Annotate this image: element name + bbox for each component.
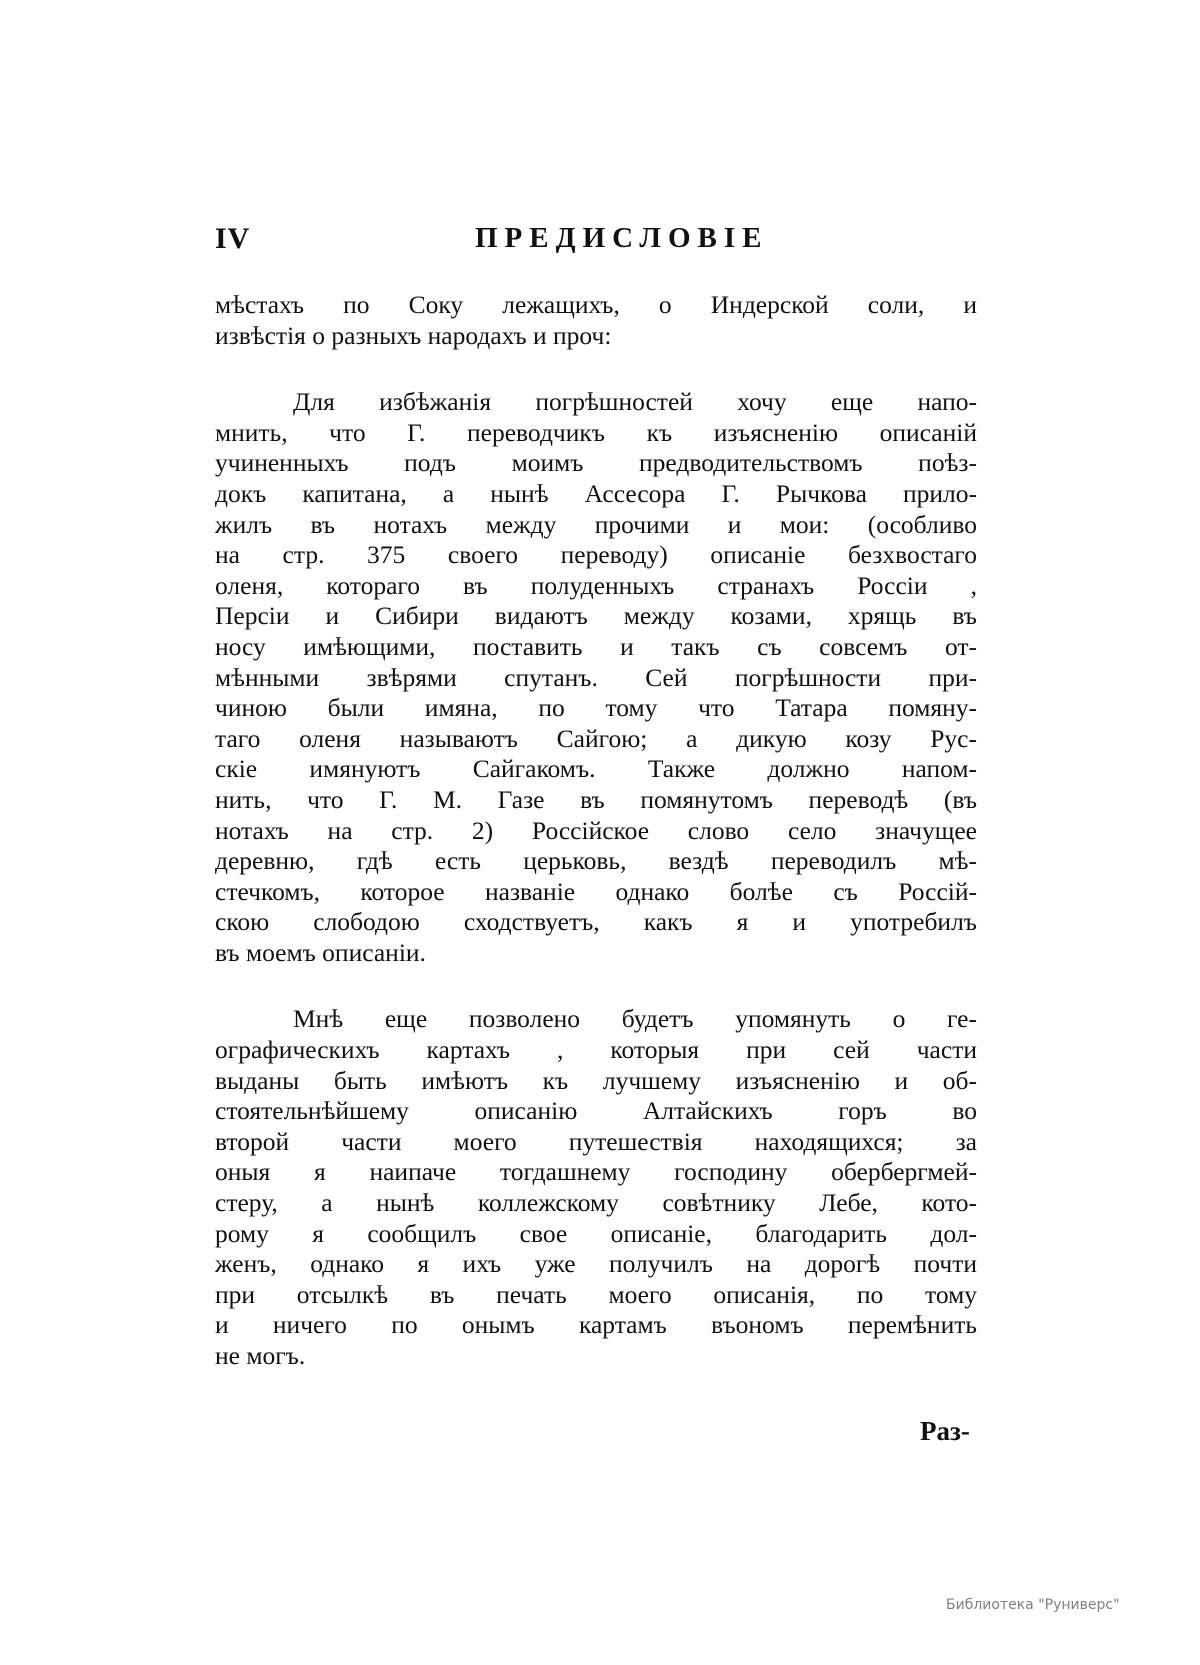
page-header <box>215 222 977 262</box>
text-line: нить, что Г. М. Газе въ помянутомъ переводѣ (въ <box>215 784 977 814</box>
text-line: учиненныхъ подъ моимъ предводительствомъ поѣз- <box>215 448 977 478</box>
paragraph <box>215 387 977 968</box>
text-line: Мнѣ еще позволено будетъ упомянуть о ге- <box>293 1004 977 1034</box>
text-line: оныя я наипаче тогдашнему господину обербергмей- <box>215 1157 977 1187</box>
text-line: на стр. 375 своего переводу) описаніе безхвостаго <box>215 540 977 570</box>
text-line: скіе имянуютъ Сайгакомъ. Также должно напом- <box>215 754 977 784</box>
text-line: докъ капитана, а нынѣ Ассесора Г. Рычкова прило- <box>215 478 977 508</box>
text-line: не могъ. <box>215 1341 306 1370</box>
text-line: въ моемъ описаніи. <box>215 937 426 967</box>
paragraph-continuation <box>215 290 977 351</box>
text-line: Персіи и Сибири видаютъ между козами, хрящь въ <box>215 601 977 631</box>
text-line: при отсылкѣ въ печать моего описанія, по тому <box>215 1279 977 1309</box>
catchword: Раз- <box>920 1416 970 1446</box>
text-line: Для избѣжанія погрѣшностей хочу еще напо- <box>293 387 977 417</box>
page-number: IV <box>215 222 251 255</box>
text-line: извѣстія о разныхъ народахъ и проч: <box>215 320 612 350</box>
text-line: жилъ въ нотахъ между прочими и мои: (особливо <box>215 509 977 539</box>
text-line: мнить, что Г. переводчикъ къ изъясненію описаній <box>215 417 977 447</box>
text-line: выданы быть имѣютъ къ лучшему изъясненію и об- <box>215 1065 977 1095</box>
text-line: носу имѣющими, поставить и такъ съ совсемъ от- <box>215 631 977 661</box>
body-text <box>215 290 977 1372</box>
text-line: и ничего по онымъ картамъ въономъ перемѣнить <box>215 1310 977 1340</box>
text-line: таго оленя называютъ Сайгою; а дикую козу Рус- <box>215 723 977 753</box>
text-line: женъ, однако я ихъ уже получилъ на дорогѣ почти <box>215 1249 977 1279</box>
text-line: стеру, а нынѣ коллежскому совѣтнику Лебе, кото- <box>215 1188 977 1218</box>
text-line: чиною были имяна, по тому что Татара помяну- <box>215 693 977 723</box>
text-line: стечкомъ, которое названіе однако болѣе съ Россій- <box>215 876 977 906</box>
text-line: второй части моего путешествія находящихся; за <box>215 1126 977 1156</box>
text-line: стоятельнѣйшему описанію Алтайскихъ горъ во <box>215 1096 977 1126</box>
text-line: ографическихъ картахъ , которыя при сей части <box>215 1035 977 1065</box>
library-watermark: Библиотека "Руниверс" <box>946 1597 1120 1613</box>
text-line: оленя, котораго въ полуденныхъ странахъ Россіи , <box>215 570 977 600</box>
text-line: мѣстахъ по Соку лежащихъ, о Индерской соли, и <box>215 290 977 319</box>
text-line: нотахъ на стр. 2) Россійское слово село значущее <box>215 815 977 845</box>
text-line: деревню, гдѣ есть церьковь, вездѣ переводилъ мѣ- <box>215 846 977 876</box>
paragraph <box>215 1004 977 1371</box>
text-line: скою слободою сходствуетъ, какъ я и употребилъ <box>215 907 977 937</box>
running-title: ПРЕДИСЛОВІЕ <box>475 222 769 254</box>
text-line: мѣнными звѣрями спутанъ. Сей погрѣшности при- <box>215 662 977 692</box>
text-line: рому я сообщилъ свое описаніе, благодарить дол- <box>215 1218 977 1248</box>
